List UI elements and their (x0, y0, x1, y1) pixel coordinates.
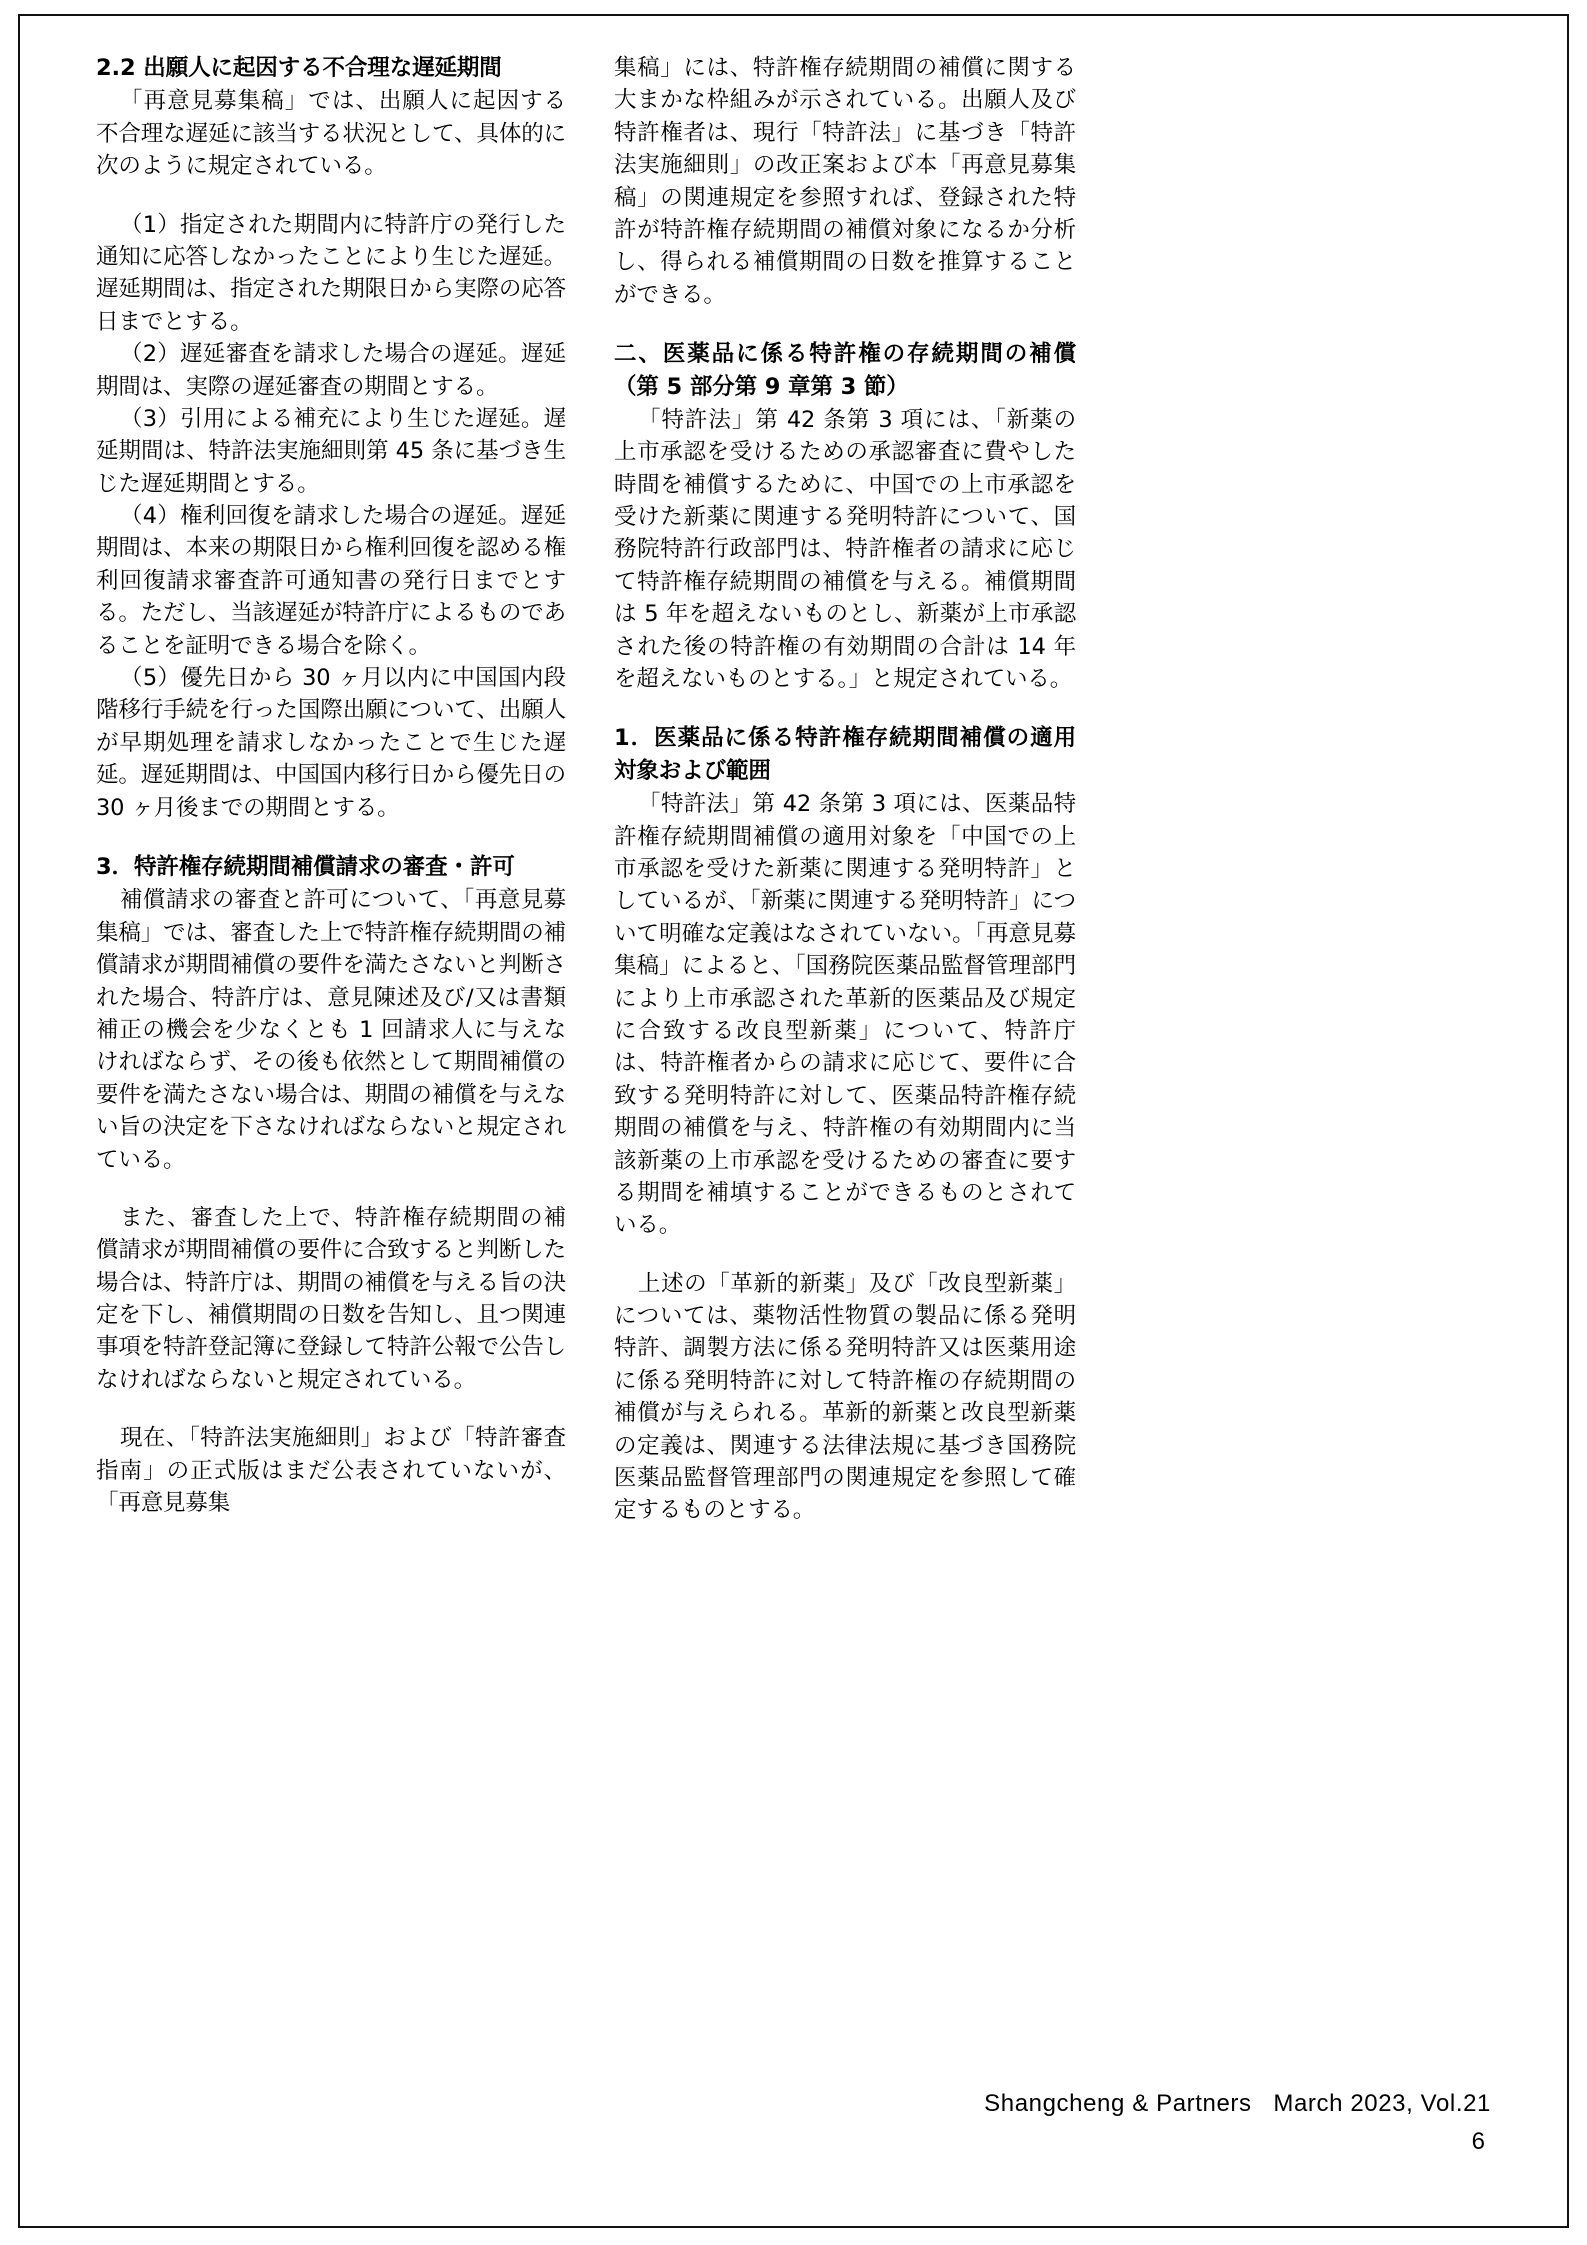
footer-credit: Shangcheng & Partners March 2023, Vol.21 (984, 2090, 1491, 2117)
list-item: （4）権利回復を請求した場合の遅延。遅延期間は、本来の期限日から権利回復を認める権利回復請求審査許可通知書の発行日までとする。ただし、当該遅延が特許庁によるものであることを証明できる場合を除く。 (96, 503, 566, 659)
paragraph-1-2: 上述の「革新的新薬」及び「改良型新薬」については、薬物活性物質の製品に係る発明特許、調製方法に係る発明特許又は医薬用途に係る発明特許に対して特許権の存続期間の補償が与えられる。革新的新薬と改良型新薬の定義は、関連する法律法規に基づき国務院医薬品監督管理部門の関連規定を参照して確定するものとする。 (614, 1270, 1076, 1524)
paragraph-1-1: 「特許法」第 42 条第 3 項には、医薬品特許権存続期間補償の適用対象を「中国での上市承認を受けた新薬に関連する発明特許」としているが、「新薬に関連する発明特許」について明確な定義はなされていない。「再意見募集稿」によると、「国務院医薬品監督管理部門により上市承認された革新的医薬品及び規定に合致する改良型新薬」について、特許庁は、特許権者からの請求に応じて、要件に合致する発明特許に対して、医薬品特許権存続期間の補償を与え、特許権の有効期間内に当該新薬の上市承認を受けるための審査に要する期間を補填することができるものとされている。 (614, 791, 1076, 1239)
paragraph-3-3: 現在、「特許法実施細則」および「特許審査指南」の正式版はまだ公表されていないが、「再意見募集 (96, 1425, 566, 1517)
heading-section-two: 二、医薬品に係る特許権の存続期間の補償（第 5 部分第 9 章第 3 節） (614, 341, 1076, 400)
heading-2-2: 2.2 出願人に起因する不合理な遅延期間 (96, 55, 502, 81)
heading-1: 1．医薬品に係る特許権存続期間補償の適用対象および範囲 (614, 725, 1076, 784)
continuation-paragraph: 集稿」には、特許権存続期間の補償に関する大まかな枠組みが示されている。出願人及び特許権者は、現行「特許法」に基づき「特許法実施細則」の改正案および本「再意見募集稿」の関連規定を参照すれば、登録された特許が特許権存続期間の補償対象になるか分析し、得られる補償期間の日数を推算することができる。 (614, 55, 1076, 308)
right-column (614, 52, 1076, 1527)
intro-paragraph: 「再意見募集稿」では、出願人に起因する不合理な遅延に該当する状況として、具体的に次のように規定されている。 (96, 88, 566, 180)
heading-3: 3．特許権存続期間補償請求の審査・許可 (96, 853, 515, 880)
left-column (96, 52, 566, 1527)
paragraph-3-2: また、審査した上で、特許権存続期間の補償請求が期間補償の要件に合致すると判断した場合は、特許庁は、期間の補償を与える旨の決定を下し、補償期間の日数を告知し、且つ関連事項を特許登記簿に登録して特許公報で公告しなければならないと規定されている。 (96, 1204, 566, 1393)
paragraph-section-two: 「特許法」第 42 条第 3 項には、「新薬の上市承認を受けるための承認審査に費やした時間を補償するために、中国での上市承認を受けた新薬に関連する発明特許について、国務院特許行政部門は、特許権者の請求に応じて特許権存続期間の補償を与える。補償期間は 5 年を超えないものとし、新薬が上市承認された後の特許権の有効期間の合計は 14 年を超えないものとする。」と規定されている。 (614, 406, 1076, 693)
list-item: （5）優先日から 30 ヶ月以内に中国国内段階移行手続を行った国際出願について、出願人が早期処理を請求しなかったことで生じた遅延。遅延期間は、中国国内移行日から優先日の 30 ヶ月後までの期間とする。 (96, 665, 566, 821)
list-item: （3）引用による補充により生じた遅延。遅延期間は、特許法実施細則第 45 条に基づき生じた遅延期間とする。 (96, 405, 566, 497)
page-footer (96, 2090, 1491, 2156)
page-content (96, 52, 1491, 2112)
list-item: （1）指定された期間内に特許庁の発行した通知に応答しなかったことにより生じた遅延。遅延期間は、指定された期限日から実際の応答日までとする。 (96, 211, 566, 335)
two-column-layout (96, 52, 1491, 1527)
list-item: （2）遅延審査を請求した場合の遅延。遅延期間は、実際の遅延審査の期間とする。 (96, 341, 566, 400)
page-number: 6 (1471, 2128, 1485, 2155)
paragraph-3-1: 補償請求の審査と許可について、「再意見募集稿」では、審査した上で特許権存続期間の補償請求が期間補償の要件を満たさないと判断された場合、特許庁は、意見陳述及び/又は書類補正の機会を少なくとも 1 回請求人に与えなければならず、その後も依然として期間補償の要件を満たさない場合は、期間の補償を与えない旨の決定を下さなければならないと規定されている。 (96, 887, 566, 1173)
